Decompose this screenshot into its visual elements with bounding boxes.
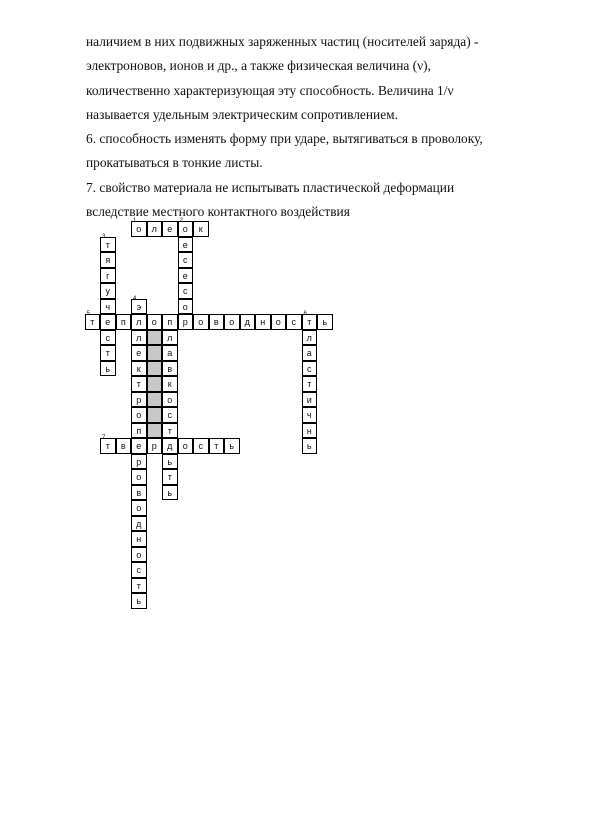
crossword-cell[interactable] bbox=[178, 252, 194, 268]
crossword-cell[interactable] bbox=[131, 516, 147, 532]
cell-letter: л bbox=[167, 332, 173, 343]
crossword-cell[interactable] bbox=[100, 299, 116, 315]
cell-letter: п bbox=[120, 317, 126, 327]
cell-letter: ь bbox=[322, 317, 328, 327]
crossword-cell[interactable] bbox=[193, 221, 209, 237]
cell-letter: ь bbox=[167, 456, 173, 467]
crossword-cell[interactable] bbox=[302, 330, 318, 346]
cell-letter: т bbox=[105, 441, 110, 451]
crossword-cell[interactable] bbox=[162, 438, 178, 454]
crossword-cell[interactable] bbox=[131, 593, 147, 609]
crossword-cell[interactable] bbox=[131, 376, 147, 392]
cell-letter: т bbox=[167, 472, 172, 482]
cell-letter: с bbox=[183, 286, 188, 296]
cell-letter: п bbox=[136, 425, 142, 436]
clue-number: 3 bbox=[102, 233, 106, 240]
clue-7: 7. свойство материала не испытывать пластической деформации bbox=[86, 179, 455, 195]
cell-letter: ч bbox=[306, 410, 312, 420]
crossword-cell[interactable] bbox=[100, 361, 116, 377]
cell-letter: е bbox=[105, 317, 111, 327]
cell-letter: ь bbox=[229, 441, 235, 451]
cell-letter: л bbox=[136, 332, 142, 343]
cell-letter: о bbox=[151, 317, 157, 327]
crossword-cell[interactable] bbox=[286, 314, 302, 330]
crossword-cell[interactable] bbox=[178, 268, 194, 284]
cell-letter: е bbox=[167, 224, 173, 234]
crossword-cell[interactable] bbox=[131, 361, 147, 377]
cell-letter: д bbox=[244, 317, 250, 327]
crossword-cell[interactable] bbox=[193, 438, 209, 454]
cell-letter: о bbox=[136, 410, 142, 420]
cell-letter: н bbox=[260, 317, 266, 327]
crossword-cell[interactable] bbox=[178, 299, 194, 315]
cell-letter: т bbox=[105, 348, 110, 358]
crossword-cell[interactable] bbox=[302, 376, 318, 392]
clue-number: 2 bbox=[179, 218, 183, 224]
paragraph-line: называется удельным электрическим сопротивлением. bbox=[86, 106, 398, 122]
cell-letter: э bbox=[136, 301, 142, 312]
cell-letter: у bbox=[105, 286, 110, 296]
crossword-cell[interactable] bbox=[100, 283, 116, 299]
crossword-cell[interactable] bbox=[131, 469, 147, 485]
crossword-cell[interactable] bbox=[85, 311, 101, 330]
crossword-cell[interactable] bbox=[209, 314, 225, 330]
crossword-cell[interactable] bbox=[162, 221, 178, 237]
crossword-cell[interactable] bbox=[100, 345, 116, 361]
cell-letter: е bbox=[182, 270, 188, 281]
cell-letter: с bbox=[307, 363, 312, 374]
cell-letter: о bbox=[136, 549, 142, 560]
crossword-cell[interactable] bbox=[131, 454, 147, 470]
crossword-cell[interactable] bbox=[131, 407, 147, 423]
crossword-cell[interactable] bbox=[131, 438, 147, 454]
crossword-cell[interactable] bbox=[100, 435, 116, 454]
cell-letter: в bbox=[167, 363, 173, 374]
crossword-cell[interactable] bbox=[147, 361, 163, 377]
cell-letter: н bbox=[306, 425, 312, 436]
cell-letter: р bbox=[136, 456, 142, 467]
crossword-cell[interactable] bbox=[178, 314, 194, 330]
cell-letter: ь bbox=[306, 441, 312, 451]
cell-letter: т bbox=[214, 441, 219, 451]
cell-letter: в bbox=[136, 487, 142, 498]
cell-letter: с bbox=[167, 410, 172, 420]
crossword-cell[interactable] bbox=[131, 562, 147, 578]
cell-letter: ь bbox=[167, 487, 173, 498]
cell-letter: о bbox=[275, 317, 281, 327]
crossword-cell[interactable] bbox=[193, 314, 209, 330]
crossword-cell[interactable] bbox=[255, 314, 271, 330]
crossword-cell[interactable] bbox=[162, 485, 178, 501]
cell-letter: к bbox=[167, 379, 172, 389]
cell-letter: о bbox=[182, 301, 188, 312]
cell-letter: р bbox=[151, 441, 157, 451]
crossword-cell[interactable] bbox=[131, 218, 147, 237]
crossword-cell[interactable] bbox=[116, 438, 132, 454]
crossword-cell[interactable] bbox=[100, 314, 116, 330]
cell-letter: т bbox=[136, 379, 141, 389]
cell-letter: е bbox=[136, 348, 142, 358]
cell-letter: с bbox=[105, 332, 110, 343]
cell-letter: с bbox=[183, 255, 188, 265]
cell-letter: о bbox=[136, 224, 142, 234]
cell-letter: о bbox=[167, 394, 173, 405]
crossword-cell[interactable] bbox=[178, 237, 194, 253]
cell-letter: е bbox=[136, 441, 142, 451]
crossword-cell[interactable] bbox=[302, 361, 318, 377]
crossword-cell[interactable] bbox=[162, 454, 178, 470]
crossword-cell[interactable] bbox=[302, 311, 318, 330]
cell-letter: л bbox=[306, 332, 312, 343]
crossword-cell[interactable] bbox=[271, 314, 287, 330]
crossword-cell[interactable] bbox=[147, 438, 163, 454]
clue-number: 5 bbox=[86, 311, 90, 317]
cell-letter: н bbox=[136, 534, 142, 544]
clue-number: 4 bbox=[133, 295, 137, 302]
cell-letter: ь bbox=[105, 363, 111, 374]
crossword-cell[interactable] bbox=[116, 314, 132, 330]
crossword-cell[interactable] bbox=[147, 345, 163, 361]
crossword-cell[interactable] bbox=[317, 314, 333, 330]
cell-letter: о bbox=[229, 317, 235, 327]
cell-letter: о bbox=[198, 317, 204, 327]
crossword-cell[interactable] bbox=[147, 221, 163, 237]
crossword-cell[interactable] bbox=[178, 438, 194, 454]
crossword-cell[interactable] bbox=[131, 423, 147, 439]
crossword-cell[interactable] bbox=[302, 392, 318, 408]
cell-letter: л bbox=[136, 317, 142, 327]
crossword-cell[interactable] bbox=[100, 268, 116, 284]
cell-letter: я bbox=[105, 255, 111, 265]
cell-letter: ч bbox=[105, 301, 111, 312]
crossword-cell[interactable] bbox=[131, 578, 147, 594]
cell-letter: в bbox=[120, 441, 126, 451]
crossword-cell[interactable] bbox=[224, 314, 240, 330]
crossword-cell[interactable] bbox=[240, 314, 256, 330]
cell-letter: л bbox=[151, 224, 157, 234]
cell-letter: с bbox=[136, 565, 141, 575]
cell-letter: о bbox=[136, 503, 142, 513]
crossword-cell[interactable] bbox=[209, 438, 225, 454]
cell-letter: р bbox=[182, 317, 188, 327]
paragraph-line: количественно характеризующая эту способность. Величина 1/ν bbox=[86, 82, 454, 98]
cell-letter: п bbox=[167, 317, 173, 327]
crossword-cell[interactable] bbox=[147, 314, 163, 330]
crossword-cell[interactable] bbox=[162, 423, 178, 439]
crossword-cell[interactable] bbox=[178, 218, 194, 237]
cell-letter: т bbox=[136, 580, 141, 591]
clue-6-continued: прокатываться в тонкие листы. bbox=[86, 155, 263, 171]
crossword-cell[interactable] bbox=[131, 531, 147, 547]
crossword-cell[interactable] bbox=[147, 330, 163, 346]
crossword-cell[interactable] bbox=[162, 469, 178, 485]
cell-letter: о bbox=[136, 472, 142, 482]
crossword-cell[interactable] bbox=[162, 376, 178, 392]
cell-letter: г bbox=[106, 270, 110, 281]
crossword-cell[interactable] bbox=[302, 438, 318, 454]
cell-letter: а bbox=[306, 348, 312, 358]
cell-letter: в bbox=[213, 317, 219, 327]
cell-letter: т bbox=[167, 425, 172, 436]
crossword-cell[interactable] bbox=[302, 407, 318, 423]
crossword-cell[interactable] bbox=[131, 485, 147, 501]
clue-number: 6 bbox=[303, 311, 307, 317]
crossword-cell[interactable] bbox=[162, 330, 178, 346]
cell-letter: и bbox=[306, 394, 312, 405]
cell-letter: о bbox=[182, 224, 188, 234]
cell-letter: т bbox=[105, 239, 110, 250]
clue-6: 6. способность изменять форму при ударе, вытягиваться в проволоку, bbox=[86, 131, 483, 147]
cell-letter: д bbox=[136, 518, 142, 529]
clue-number: 7 bbox=[102, 435, 106, 441]
cell-letter: о bbox=[182, 441, 188, 451]
cell-letter: с bbox=[291, 317, 296, 327]
cell-letter: е bbox=[182, 239, 188, 250]
crossword-cell[interactable] bbox=[162, 345, 178, 361]
crossword-cell[interactable] bbox=[302, 345, 318, 361]
crossword-cell[interactable] bbox=[302, 423, 318, 439]
crossword-cell[interactable] bbox=[162, 407, 178, 423]
crossword-cell[interactable] bbox=[162, 392, 178, 408]
cell-letter: к bbox=[136, 363, 141, 374]
crossword-cell[interactable] bbox=[100, 330, 116, 346]
clue-7-continued: вследствие местного контактного воздействия bbox=[86, 204, 350, 220]
cell-letter: а bbox=[167, 348, 173, 358]
crossword-cell[interactable] bbox=[147, 407, 163, 423]
crossword-cell[interactable] bbox=[178, 283, 194, 299]
cell-letter: к bbox=[198, 224, 203, 234]
crossword-cell[interactable] bbox=[131, 314, 147, 330]
crossword-cell[interactable] bbox=[131, 345, 147, 361]
paragraph-line: наличием в них подвижных заряженных частиц (носителей заряда) - bbox=[86, 34, 479, 49]
cell-letter: д bbox=[167, 441, 173, 451]
crossword-cell[interactable] bbox=[131, 330, 147, 346]
crossword-cell[interactable] bbox=[131, 295, 147, 315]
crossword-cell[interactable] bbox=[100, 233, 116, 253]
crossword-cell[interactable] bbox=[162, 314, 178, 330]
crossword-cell[interactable] bbox=[131, 392, 147, 408]
crossword-cell[interactable] bbox=[100, 252, 116, 268]
clue-number: 1 bbox=[133, 218, 137, 224]
cell-letter: т bbox=[307, 317, 312, 327]
cell-letter: с bbox=[198, 441, 203, 451]
cell-letter: р bbox=[136, 394, 142, 405]
crossword-cell[interactable] bbox=[224, 438, 240, 454]
crossword-cell[interactable] bbox=[131, 500, 147, 516]
cell-letter: т bbox=[307, 379, 312, 389]
cell-letter: т bbox=[90, 317, 95, 327]
crossword-cell[interactable] bbox=[131, 547, 147, 563]
crossword-cell[interactable] bbox=[147, 392, 163, 408]
paragraph-line: электроновов, ионов и др., а также физическая величина (ν), bbox=[86, 58, 431, 74]
crossword-cell[interactable] bbox=[162, 361, 178, 377]
crossword-cell[interactable] bbox=[147, 376, 163, 392]
cell-letter: ь bbox=[136, 596, 142, 606]
crossword-cell[interactable] bbox=[147, 423, 163, 439]
